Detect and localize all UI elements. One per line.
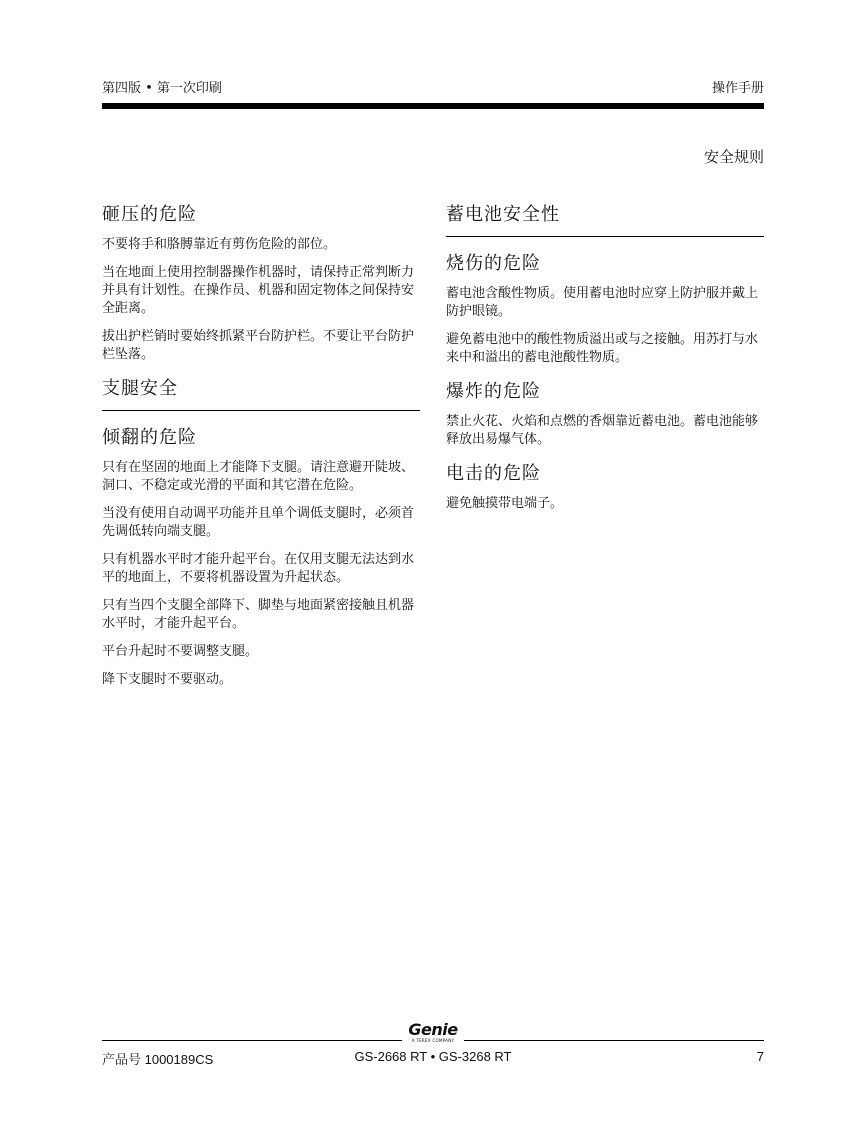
tip-over-paragraph-1: 只有在坚固的地面上才能降下支腿。请注意避开陡坡、洞口、不稳定或光滑的平面和其它潜在危险。 xyxy=(102,460,415,493)
genie-logo xyxy=(404,1022,462,1043)
footer-rule-right xyxy=(464,1040,764,1041)
tip-over-paragraph-2: 当没有使用自动调平功能并且单个调低支腿时，必须首先调低转向端支腿。 xyxy=(102,506,415,539)
part-number: 产品号 1000189CS xyxy=(102,1052,214,1067)
tip-over-hazard-heading: 倾翻的危险 xyxy=(102,427,197,448)
electrocution-hazard-heading: 电击的危险 xyxy=(446,463,541,484)
burn-hazard-heading: 烧伤的危险 xyxy=(446,253,541,274)
header-rule xyxy=(102,103,764,109)
tip-over-paragraph-6: 降下支腿时不要驱动。 xyxy=(102,672,233,687)
burn-paragraph-1: 蓄电池含酸性物质。使用蓄电池时应穿上防护服并戴上防护眼镜。 xyxy=(446,286,759,319)
left-column xyxy=(102,200,420,699)
battery-safety-heading: 蓄电池安全性 xyxy=(446,200,764,237)
page-number: 7 xyxy=(756,1049,764,1064)
tip-over-paragraph-3: 只有机器水平时才能升起平台。在仅用支腿无法达到水平的地面上，不要将机器设置为升起状态。 xyxy=(102,552,415,585)
logo-tagline: A TEREX COMPANY xyxy=(411,1038,455,1043)
explosion-paragraph-1: 禁止火花、火焰和点燃的香烟靠近蓄电池。蓄电池能够释放出易爆气体。 xyxy=(446,414,759,447)
header-edition: 第四版 • 第一次印刷 xyxy=(102,81,222,96)
outrigger-safety-heading: 支腿安全 xyxy=(102,374,420,411)
model-numbers: GS-2668 RT • GS-3268 RT xyxy=(354,1049,512,1064)
crush-paragraph-2: 当在地面上使用控制器操作机器时，请保持正常判断力并具有计划性。在操作员、机器和固定物体之间保持安全距离。 xyxy=(102,265,415,316)
tip-over-paragraph-5: 平台升起时不要调整支腿。 xyxy=(102,644,259,659)
tip-over-paragraph-4: 只有当四个支腿全部降下、脚垫与地面紧密接触且机器水平时，才能升起平台。 xyxy=(102,598,415,631)
burn-paragraph-2: 避免蓄电池中的酸性物质溢出或与之接触。用苏打与水来中和溢出的蓄电池酸性物质。 xyxy=(446,332,759,365)
logo-wordmark: Genie xyxy=(408,1020,458,1039)
section-title: 安全规则 xyxy=(703,148,764,166)
crush-paragraph-3: 拔出护栏销时要始终抓紧平台防护栏。不要让平台防护栏坠落。 xyxy=(102,329,415,362)
crush-hazard-heading: 砸压的危险 xyxy=(102,204,197,225)
header-manual-type: 操作手册 xyxy=(711,81,764,96)
explosion-hazard-heading: 爆炸的危险 xyxy=(446,381,541,402)
electrocution-paragraph-1: 避免触摸带电端子。 xyxy=(446,496,564,511)
crush-paragraph-1: 不要将手和胳膊靠近有剪伤危险的部位。 xyxy=(102,237,337,252)
footer-rule-left xyxy=(102,1040,402,1041)
right-column xyxy=(446,200,764,523)
